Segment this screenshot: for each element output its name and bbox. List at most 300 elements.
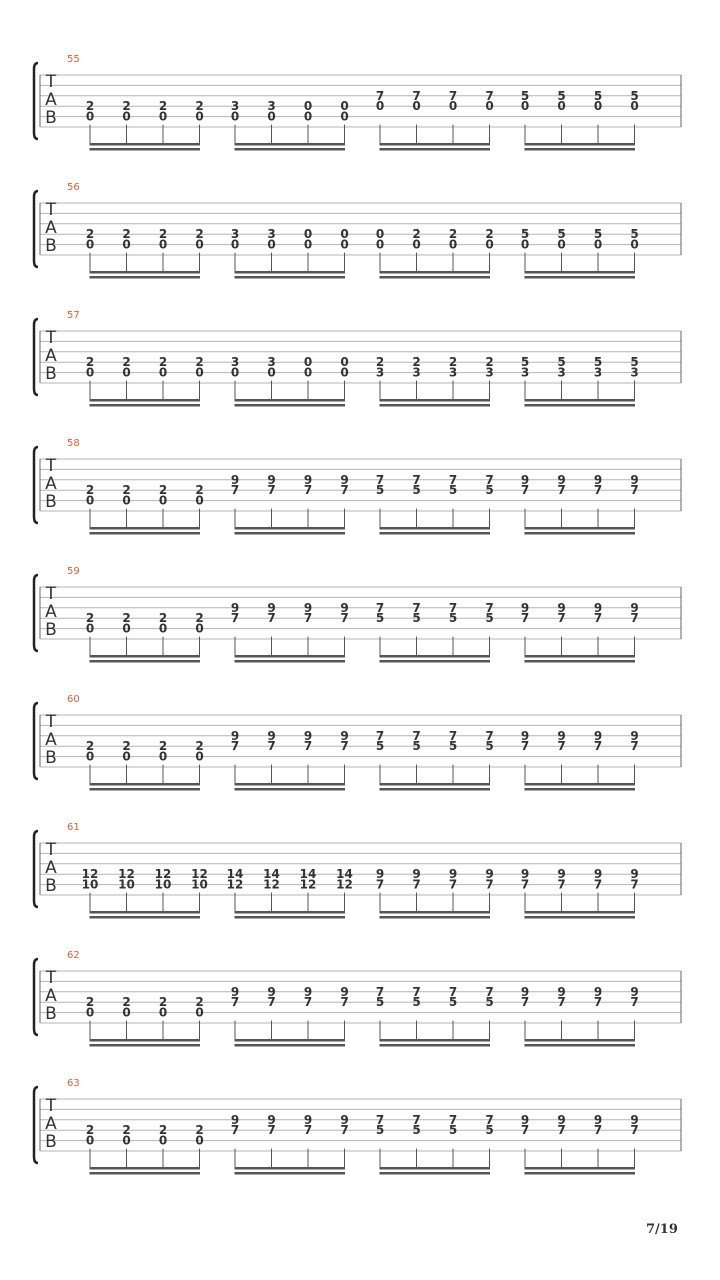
fret-number: 0 (195, 749, 204, 764)
fret-number: 0 (195, 365, 204, 380)
system-bracket (34, 831, 38, 907)
fret-number: 7 (412, 728, 421, 743)
beam (380, 1039, 491, 1042)
fret-number: 9 (230, 728, 240, 743)
fret-number: 7 (412, 600, 421, 615)
fret-number: 7 (230, 739, 240, 754)
beam (525, 1044, 636, 1047)
tab-clef-letter: T (45, 712, 57, 732)
beam (90, 655, 201, 658)
fret-number: 7 (230, 611, 240, 626)
fret-number: 7 (593, 483, 603, 498)
fret-number: 9 (557, 472, 566, 487)
fret-number: 7 (485, 600, 494, 615)
fret-number: 7 (630, 739, 639, 754)
fret-number: 0 (630, 99, 639, 114)
fret-number: 7 (448, 600, 458, 615)
tab-clef-letter: B (45, 1132, 57, 1152)
tab-clef-letter: B (45, 876, 57, 896)
beam (90, 660, 201, 663)
fret-number: 0 (195, 237, 204, 252)
fret-number: 9 (340, 472, 349, 487)
fret-number: 0 (85, 493, 95, 508)
beam (525, 655, 636, 658)
fret-number: 0 (340, 355, 349, 370)
fret-number: 7 (485, 728, 494, 743)
fret-number: 9 (557, 728, 566, 743)
fret-number: 0 (593, 99, 603, 114)
fret-number: 0 (85, 1005, 95, 1020)
fret-number: 5 (485, 739, 494, 754)
fret-number: 7 (375, 600, 385, 615)
beam (90, 527, 201, 530)
fret-number: 12 (336, 877, 353, 892)
tab-clef-letter: A (45, 730, 57, 750)
beam (380, 404, 491, 407)
fret-number: 7 (267, 611, 276, 626)
fret-number: 7 (340, 739, 349, 754)
fret-number: 0 (85, 749, 95, 764)
beam (90, 783, 201, 786)
fret-number: 0 (267, 109, 276, 124)
beam (380, 655, 491, 658)
fret-number: 0 (375, 99, 385, 114)
fret-number: 0 (122, 1005, 131, 1020)
fret-number: 14 (263, 867, 280, 882)
fret-number: 0 (158, 237, 168, 252)
fret-number: 5 (412, 995, 421, 1010)
fret-number: 2 (158, 483, 168, 498)
fret-number: 0 (158, 1005, 168, 1020)
fret-number: 5 (557, 88, 566, 103)
fret-number: 7 (630, 995, 639, 1010)
fret-number: 12 (154, 867, 172, 882)
beam (235, 1167, 346, 1170)
fret-number: 5 (557, 355, 566, 370)
tab-clef-letter: T (45, 968, 57, 988)
fret-number: 10 (191, 877, 208, 892)
fret-number: 0 (158, 493, 168, 508)
fret-number: 5 (485, 995, 494, 1010)
beam (235, 271, 346, 274)
fret-number: 0 (303, 227, 313, 242)
fret-number: 0 (340, 99, 349, 114)
fret-number: 0 (303, 109, 313, 124)
bar-number: 62 (67, 950, 80, 961)
fret-number: 5 (593, 355, 603, 370)
fret-number: 2 (485, 227, 494, 242)
fret-number: 7 (557, 483, 566, 498)
beam (90, 148, 201, 151)
beam (380, 532, 491, 535)
beam (235, 143, 346, 146)
fret-number: 0 (485, 99, 494, 114)
fret-number: 2 (195, 611, 204, 626)
fret-number: 0 (122, 749, 131, 764)
fret-number: 2 (85, 995, 95, 1010)
tab-clef-letter: A (45, 218, 57, 238)
fret-number: 7 (412, 472, 421, 487)
fret-number: 5 (485, 483, 494, 498)
beam (380, 911, 491, 914)
fret-number: 7 (485, 984, 494, 999)
beam (90, 788, 201, 791)
fret-number: 9 (557, 1112, 566, 1127)
fret-number: 5 (630, 227, 639, 242)
fret-number: 5 (412, 739, 421, 754)
fret-number: 9 (303, 728, 313, 743)
beam (380, 788, 491, 791)
beam (380, 660, 491, 663)
fret-number: 7 (375, 984, 385, 999)
system-bracket (34, 447, 38, 523)
fret-number: 2 (122, 995, 131, 1010)
fret-number: 5 (485, 611, 494, 626)
system-bracket (34, 959, 38, 1035)
fret-number: 7 (267, 483, 276, 498)
tab-system-57 (34, 310, 681, 407)
beam (235, 399, 346, 402)
beam (380, 399, 491, 402)
fret-number: 9 (485, 867, 494, 882)
beam (235, 532, 346, 535)
fret-number: 7 (593, 877, 603, 892)
fret-number: 3 (230, 99, 240, 114)
tab-clef-letter: B (45, 620, 57, 640)
fret-number: 0 (520, 99, 530, 114)
fret-number: 9 (448, 867, 458, 882)
system-bracket (34, 319, 38, 395)
fret-number: 7 (230, 483, 240, 498)
fret-number: 3 (267, 99, 276, 114)
fret-number: 0 (375, 237, 385, 252)
fret-number: 9 (267, 1112, 276, 1127)
fret-number: 5 (630, 355, 639, 370)
fret-number: 7 (630, 877, 639, 892)
fret-number: 9 (340, 1112, 349, 1127)
system-bracket (34, 575, 38, 651)
beam (525, 783, 636, 786)
system-bracket (34, 1087, 38, 1163)
fret-number: 9 (267, 984, 276, 999)
fret-number: 2 (122, 1123, 131, 1138)
tab-clef-letter: T (45, 584, 57, 604)
beam (235, 783, 346, 786)
fret-number: 0 (85, 1133, 95, 1148)
fret-number: 0 (303, 99, 313, 114)
tab-system-63 (34, 1078, 681, 1175)
fret-number: 3 (267, 355, 276, 370)
fret-number: 7 (520, 877, 530, 892)
tab-clef-letter: B (45, 236, 57, 256)
fret-number: 7 (375, 1112, 385, 1127)
bar-number: 55 (67, 54, 80, 65)
fret-number: 2 (195, 739, 204, 754)
fret-number: 0 (195, 1133, 204, 1148)
tab-system-62 (34, 950, 681, 1047)
page-number: 7/19 (646, 1222, 678, 1237)
fret-number: 9 (593, 728, 603, 743)
fret-number: 3 (448, 365, 458, 380)
fret-number: 9 (520, 867, 530, 882)
beam (235, 916, 346, 919)
beam (380, 1044, 491, 1047)
fret-number: 2 (158, 227, 168, 242)
fret-number: 2 (412, 355, 421, 370)
fret-number: 9 (230, 472, 240, 487)
fret-number: 3 (485, 365, 494, 380)
fret-number: 7 (303, 611, 313, 626)
fret-number: 0 (303, 237, 313, 252)
fret-number: 2 (195, 483, 204, 498)
fret-number: 12 (191, 867, 208, 882)
fret-number: 7 (267, 739, 276, 754)
beam (235, 276, 346, 279)
fret-number: 7 (593, 611, 603, 626)
fret-number: 7 (593, 739, 603, 754)
fret-number: 9 (630, 472, 639, 487)
beam (380, 783, 491, 786)
fret-number: 0 (375, 227, 385, 242)
fret-number: 7 (267, 995, 276, 1010)
fret-number: 2 (85, 739, 95, 754)
beam (525, 143, 636, 146)
fret-number: 0 (85, 237, 95, 252)
fret-number: 5 (520, 355, 530, 370)
tab-system-58 (34, 438, 681, 535)
fret-number: 9 (303, 984, 313, 999)
fret-number: 3 (375, 365, 385, 380)
tab-clef-letter: A (45, 474, 57, 494)
beam (235, 660, 346, 663)
fret-number: 0 (230, 109, 240, 124)
fret-number: 9 (520, 472, 530, 487)
fret-number: 7 (375, 472, 385, 487)
fret-number: 5 (448, 1123, 458, 1138)
beam (380, 276, 491, 279)
fret-number: 7 (448, 88, 458, 103)
fret-number: 2 (485, 355, 494, 370)
fret-number: 2 (158, 99, 168, 114)
fret-number: 3 (593, 365, 603, 380)
beam (90, 404, 201, 407)
fret-number: 0 (630, 237, 639, 252)
tab-clef-letter: B (45, 1004, 57, 1024)
fret-number: 0 (122, 237, 131, 252)
fret-number: 9 (267, 600, 276, 615)
fret-number: 7 (557, 877, 566, 892)
fret-number: 9 (557, 600, 566, 615)
beam (525, 916, 636, 919)
beam (235, 911, 346, 914)
beam (525, 271, 636, 274)
tab-clef-letter: B (45, 108, 57, 128)
fret-number: 2 (122, 611, 131, 626)
beam (90, 1167, 201, 1170)
tab-clef-letter: A (45, 602, 57, 622)
bar-number: 61 (67, 822, 80, 833)
tab-clef-letter: A (45, 346, 57, 366)
beam (525, 911, 636, 914)
fret-number: 5 (557, 227, 566, 242)
fret-number: 0 (557, 237, 566, 252)
fret-number: 7 (448, 1112, 458, 1127)
beam (525, 527, 636, 530)
beam (380, 1167, 491, 1170)
tab-clef-letter: B (45, 492, 57, 512)
fret-number: 14 (336, 867, 353, 882)
fret-number: 2 (85, 99, 95, 114)
fret-number: 2 (122, 355, 131, 370)
fret-number: 0 (122, 621, 131, 636)
beam (525, 399, 636, 402)
fret-number: 12 (118, 867, 135, 882)
fret-number: 2 (122, 227, 131, 242)
fret-number: 2 (122, 483, 131, 498)
fret-number: 0 (340, 109, 349, 124)
beam (90, 1044, 201, 1047)
fret-number: 3 (230, 355, 240, 370)
fret-number: 0 (158, 365, 168, 380)
tab-system-59 (34, 566, 681, 663)
fret-number: 2 (195, 355, 204, 370)
fret-number: 12 (299, 877, 317, 892)
beam (90, 399, 201, 402)
fret-number: 7 (485, 472, 494, 487)
fret-number: 2 (375, 355, 385, 370)
fret-number: 7 (412, 88, 421, 103)
beam (90, 276, 201, 279)
tab-system-56 (34, 182, 681, 279)
tab-clef-letter: T (45, 328, 57, 348)
tab-clef-letter: T (45, 72, 57, 92)
fret-number: 5 (375, 995, 385, 1010)
fret-number: 9 (630, 728, 639, 743)
tab-clef-letter: A (45, 858, 57, 878)
fret-number: 9 (593, 472, 603, 487)
fret-number: 9 (375, 867, 385, 882)
fret-number: 2 (195, 1123, 204, 1138)
fret-number: 2 (448, 355, 458, 370)
fret-number: 9 (340, 984, 349, 999)
tab-clef-letter: B (45, 364, 57, 384)
tab-system-55 (34, 54, 681, 151)
beam (90, 271, 201, 274)
fret-number: 7 (303, 483, 313, 498)
fret-number: 0 (520, 237, 530, 252)
fret-number: 7 (630, 611, 639, 626)
tab-clef-letter: T (45, 1096, 57, 1116)
fret-number: 9 (593, 600, 603, 615)
fret-number: 9 (230, 1112, 240, 1127)
fret-number: 7 (230, 1123, 240, 1138)
fret-number: 9 (520, 1112, 530, 1127)
fret-number: 9 (340, 600, 349, 615)
fret-number: 3 (412, 365, 421, 380)
bar-number: 56 (67, 182, 80, 193)
beam (235, 655, 346, 658)
fret-number: 7 (485, 1112, 494, 1127)
fret-number: 7 (375, 88, 385, 103)
fret-number: 9 (412, 867, 421, 882)
fret-number: 3 (267, 227, 276, 242)
fret-number: 5 (485, 1123, 494, 1138)
fret-number: 9 (520, 984, 530, 999)
fret-number: 7 (375, 877, 385, 892)
fret-number: 0 (85, 109, 95, 124)
fret-number: 2 (195, 995, 204, 1010)
tab-clef-letter: T (45, 840, 57, 860)
tab-clef-letter: B (45, 748, 57, 768)
fret-number: 7 (303, 1123, 313, 1138)
fret-number: 7 (520, 739, 530, 754)
fret-number: 7 (630, 1123, 639, 1138)
beam (525, 1172, 636, 1175)
fret-number: 7 (520, 1123, 530, 1138)
fret-number: 0 (448, 237, 458, 252)
fret-number: 5 (448, 995, 458, 1010)
fret-number: 2 (158, 355, 168, 370)
fret-number: 9 (557, 867, 566, 882)
fret-number: 9 (340, 728, 349, 743)
fret-number: 2 (158, 1123, 168, 1138)
fret-number: 7 (412, 877, 421, 892)
beam (235, 1039, 346, 1042)
fret-number: 7 (448, 728, 458, 743)
fret-number: 5 (448, 611, 458, 626)
fret-number: 2 (85, 483, 95, 498)
fret-number: 2 (85, 1123, 95, 1138)
beam (235, 1172, 346, 1175)
fret-number: 2 (85, 227, 95, 242)
fret-number: 9 (520, 600, 530, 615)
beam (90, 911, 201, 914)
fret-number: 0 (158, 109, 168, 124)
fret-number: 12 (81, 867, 99, 882)
fret-number: 3 (230, 227, 240, 242)
fret-number: 0 (340, 237, 349, 252)
beam (235, 1044, 346, 1047)
fret-number: 3 (557, 365, 566, 380)
beam (90, 532, 201, 535)
fret-number: 0 (303, 365, 313, 380)
fret-number: 0 (267, 237, 276, 252)
fret-number: 0 (122, 493, 131, 508)
beam (525, 404, 636, 407)
fret-number: 9 (630, 984, 639, 999)
fret-number: 3 (520, 365, 530, 380)
beam (380, 916, 491, 919)
fret-number: 5 (520, 227, 530, 242)
fret-number: 0 (267, 365, 276, 380)
tab-clef-letter: T (45, 200, 57, 220)
fret-number: 5 (375, 611, 385, 626)
bar-number: 58 (67, 438, 80, 449)
bar-number: 57 (67, 310, 80, 321)
beam (90, 1172, 201, 1175)
fret-number: 0 (195, 1005, 204, 1020)
fret-number: 7 (230, 995, 240, 1010)
fret-number: 2 (85, 355, 95, 370)
beam (525, 788, 636, 791)
fret-number: 7 (630, 483, 639, 498)
fret-number: 3 (630, 365, 639, 380)
fret-number: 7 (267, 1123, 276, 1138)
beam (90, 916, 201, 919)
fret-number: 0 (122, 365, 131, 380)
fret-number: 2 (85, 611, 95, 626)
fret-number: 5 (630, 88, 639, 103)
